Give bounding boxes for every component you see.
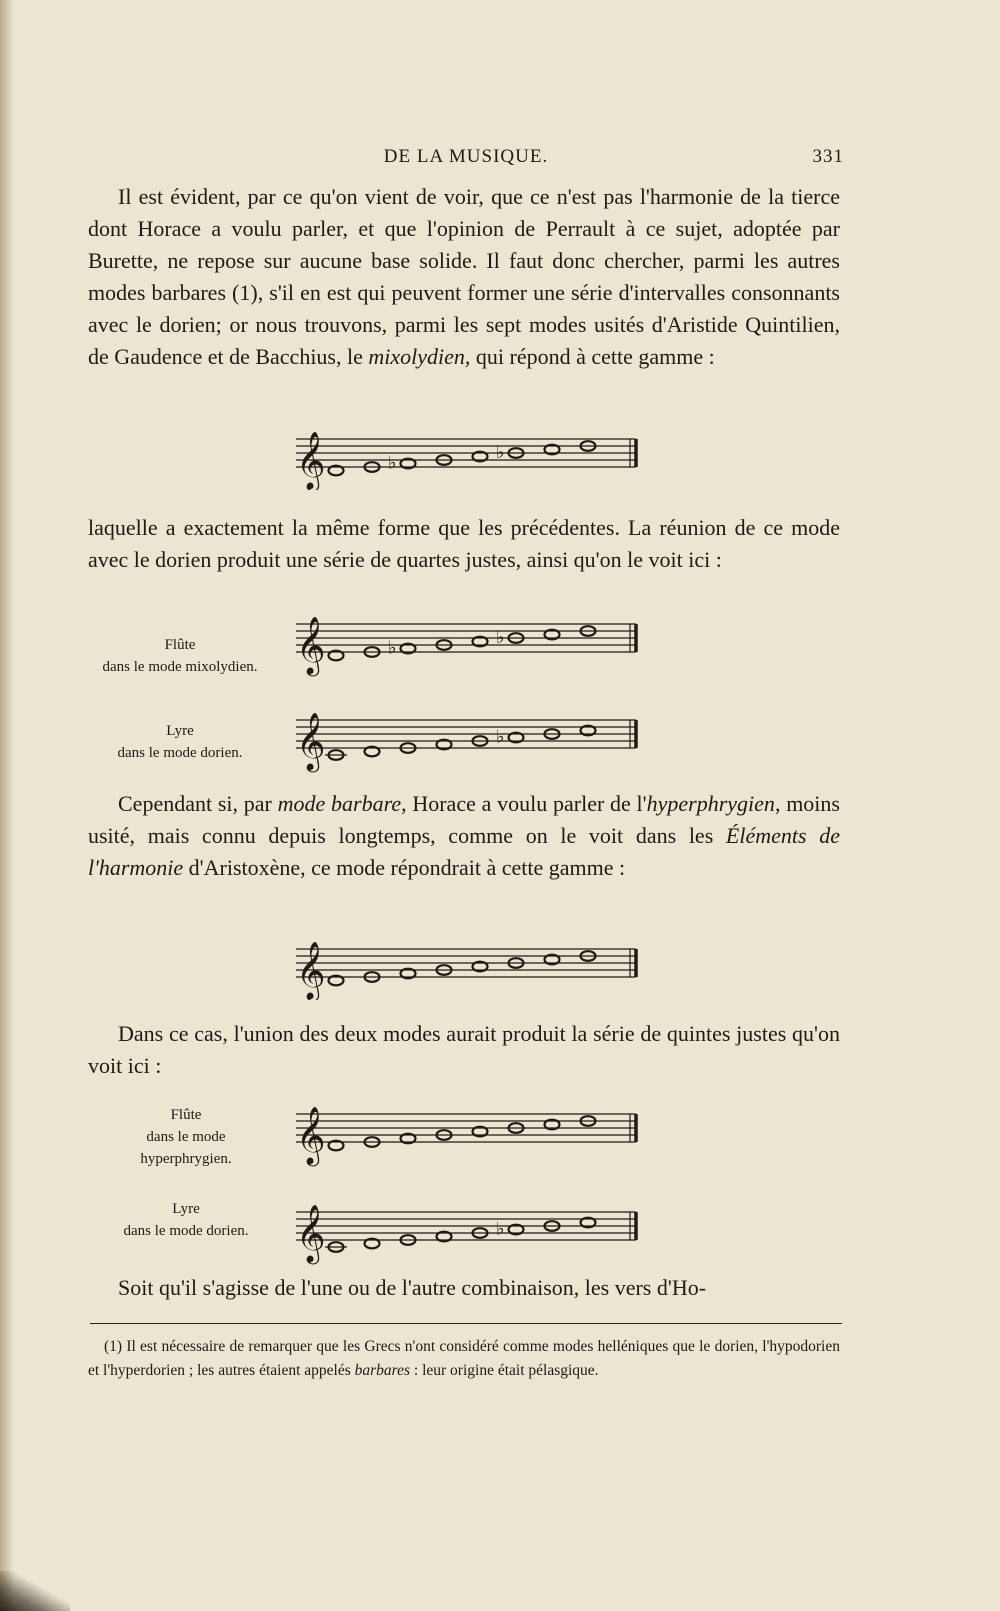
treble-clef: 𝄞 [296,1106,326,1164]
paragraph-4: Dans ce cas, l'union des deux modes aurait produit la série de quintes justes qu'on voit ici : [88,1021,840,1078]
flat-sign: ♭ [496,1218,505,1240]
flat-sign: ♭ [388,637,397,659]
paragraph-3: Cependant si, par mode barbare, Horace a voulu parler de l'hyperphrygien, moins usité, mais connu depuis longtemps, comme on le voit dans les Éléments de l'harmonie d'Aristoxène, ce mode répondrait à cette gamme : [88,791,840,880]
running-header [88,142,844,172]
treble-clef: 𝄞 [296,431,326,489]
label-flute-mixolydian: Flûte dans le mode mixolydien. [102,637,258,675]
flat-sign: ♭ [496,627,505,648]
music-example-3-staff [290,935,660,1000]
treble-clef: 𝄞 [296,941,326,999]
treble-clef: 𝄞 [296,712,326,770]
page-corner-shadow [0,1571,70,1611]
paragraph-2: laquelle a exactement la même forme que les précédentes. La réunion de ce mode avec le dorien produit une série de quartes justes, ainsi qu'on le voit ici : [88,515,840,572]
flat-sign: ♭ [496,442,505,463]
music-example-2-system [290,610,660,780]
label-lyre-dorian-1: Lyre dans le mode dorien. [117,723,243,761]
treble-clef: 𝄞 [296,1204,326,1262]
treble-clef: 𝄞 [296,616,326,674]
label-lyre-dorian-2: Lyre dans le mode dorien. [123,1201,249,1239]
running-title: DE LA MUSIQUE. [383,146,549,167]
footnote-rule [90,1323,842,1324]
flat-sign: ♭ [388,452,397,474]
paragraph-1: Il est évident, par ce qu'on vient de voir, que ce n'est pas l'harmonie de la tierce dont Horace a voulu parler, et que l'opinion de Perrault à ce sujet, adoptée par Burette, ne repose sur aucune base solide. Il faut donc chercher, parmi les autres modes barbares (1), s'il en est qui peuvent former une série d'intervalles consonnants avec le dorien; or nous trouvons, parmi les sept modes usités d'Aristide Quintilien, de Gaudence et de Bacchius, le mixolydien, qui répond à cette gamme : [88,184,840,369]
flat-sign: ♭ [496,726,505,748]
page-edge-shadow [0,0,14,1611]
music-example-4-system [290,1100,660,1270]
music-example-1-staff [290,425,660,490]
page-number: 331 [812,146,844,167]
label-flute-hyperphrygian: Flûte dans le mode hyperphrygien. [140,1107,232,1167]
footnote: (1) Il est nécessaire de remarquer que les Grecs n'ont considéré comme modes helléniques que le dorien, l'hypodorien et l'hyperdorien ; les autres étaient appelés barbares : leur origine était pélasgique. [88,1338,840,1379]
paragraph-5: Soit qu'il s'agisse de l'une ou de l'autre combinaison, les vers d'Ho- [118,1275,707,1300]
